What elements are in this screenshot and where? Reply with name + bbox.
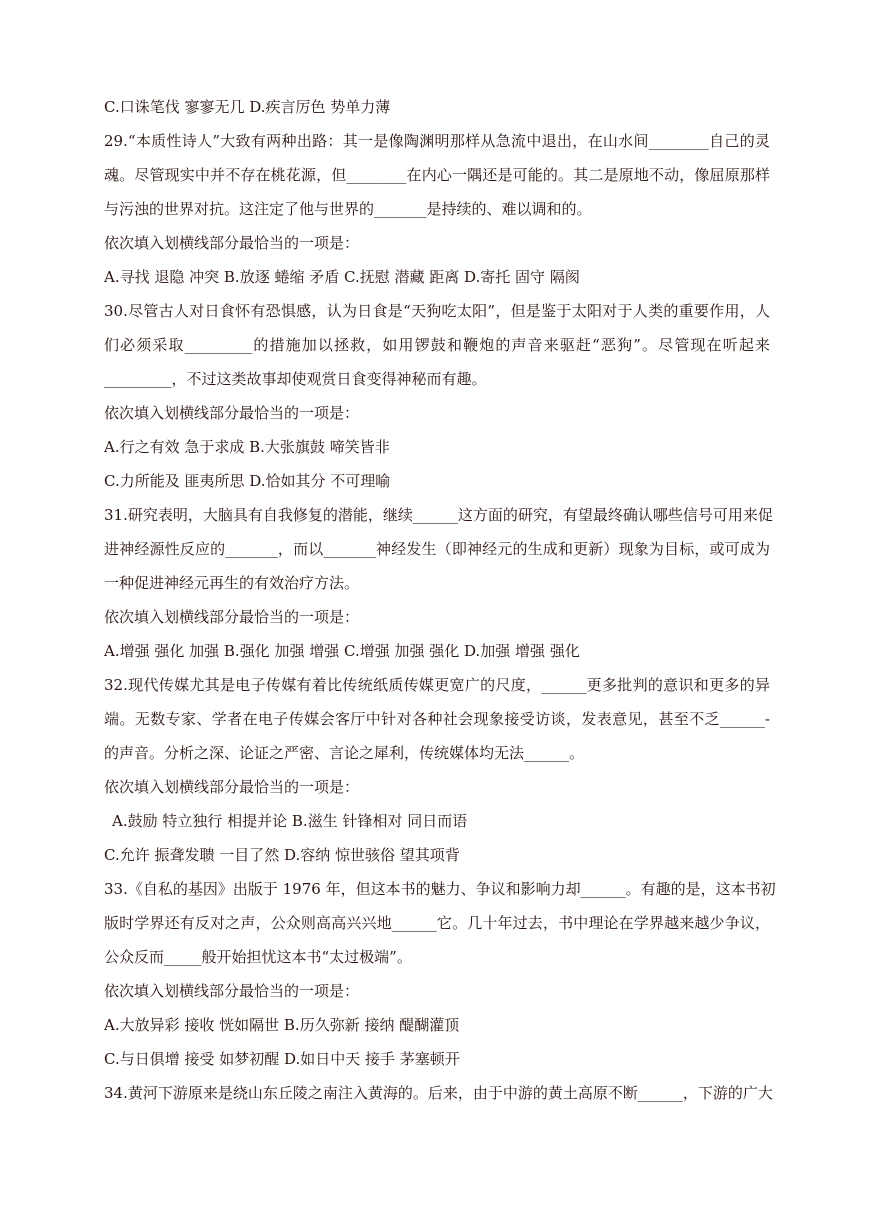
options-33-ab: A.大放异彩 接收 恍如隔世 B.历久弥新 接纳 醍醐灌顶 <box>104 1016 460 1034</box>
question-30-line-1: 30.尽管古人对日食怀有恐惧感，认为日食是“天狗吃太阳”，但是鉴于太阳对于人类的重要作用，人 <box>104 302 770 320</box>
question-33-line-1: 33.《自私的基因》出版于 1976 年，但这本书的魅力、争议和影响力却______。有趣的是，这本书初 <box>104 880 776 898</box>
options-33-cd: C.与日俱增 接受 如梦初醒 D.如日中天 接手 茅塞顿开 <box>104 1050 460 1068</box>
question-30-line-3: _________，不过这类故事却使观赏日食变得神秘而有趣。 <box>104 370 487 388</box>
instruction-32: 依次填入划横线部分最恰当的一项是： <box>104 778 360 796</box>
question-32-line-2: 端。无数专家、学者在电子传媒会客厅中针对各种社会现象接受访谈，发表意见，甚至不乏______- <box>104 710 770 728</box>
question-33-line-3: 公众反而_____般开始担忧这本书“太过极端”。 <box>104 948 412 966</box>
instruction-29: 依次填入划横线部分最恰当的一项是： <box>104 234 360 252</box>
question-29-line-3: 与污浊的世界对抗。这注定了他与世界的_______是持续的、难以调和的。 <box>104 200 592 218</box>
options-29: A.寻找 退隐 冲突 B.放逐 蜷缩 矛盾 C.抚慰 潜藏 距离 D.寄托 固守 隔阂 <box>104 268 580 286</box>
options-31: A.增强 强化 加强 B.强化 加强 增强 C.增强 加强 强化 D.加强 增强 强化 <box>104 642 580 660</box>
question-31-line-1: 31.研究表明，大脑具有自我修复的潜能，继续______这方面的研究，有望最终确认哪些信号可用来促 <box>104 506 773 524</box>
question-29-line-2: 魂。尽管现实中并不存在桃花源，但________在内心一隅还是可能的。其二是原地不动，像屈原那样 <box>104 166 770 184</box>
options-30-cd: C.力所能及 匪夷所思 D.恰如其分 不可理喻 <box>104 472 391 490</box>
question-32-line-1: 32.现代传媒尤其是电子传媒有着比传统纸质传媒更宽广的尺度，______更多批判的意识和更多的异 <box>104 676 770 694</box>
question-34-line-1: 34.黄河下游原来是绕山东丘陵之南注入黄海的。后来，由于中游的黄土高原不断______，下游的广大 <box>104 1084 773 1102</box>
question-31-line-3: 一种促进神经元再生的有效治疗方法。 <box>104 574 360 592</box>
instruction-33: 依次填入划横线部分最恰当的一项是： <box>104 982 360 1000</box>
option-line-28-cd: C.口诛笔伐 寥寥无几 D.疾言厉色 势单力薄 <box>104 98 391 116</box>
options-30-ab: A.行之有效 急于求成 B.大张旗鼓 啼笑皆非 <box>104 438 390 456</box>
question-33-line-2: 版时学界还有反对之声，公众则高高兴兴地______它。几十年过去，书中理论在学界越来越少争议， <box>104 914 770 932</box>
question-29-line-1: 29.“本质性诗人”大致有两种出路：其一是像陶渊明那样从急流中退出，在山水间________自己的灵 <box>104 132 770 150</box>
question-32-line-3: 的声音。分析之深、论证之严密、言论之犀利，传统媒体均无法______。 <box>104 744 585 762</box>
instruction-31: 依次填入划横线部分最恰当的一项是： <box>104 608 360 626</box>
instruction-30: 依次填入划横线部分最恰当的一项是： <box>104 404 360 422</box>
question-31-line-2: 进神经源性反应的_______，而以_______神经发生（即神经元的生成和更新）现象为目标，或可成为 <box>104 540 770 558</box>
options-32-cd: C.允许 振聋发聩 一目了然 D.容纳 惊世骇俗 望其项背 <box>104 846 460 864</box>
options-32-ab: A.鼓励 特立独行 相提并论 B.滋生 针锋相对 同日而语 <box>112 812 468 830</box>
question-30-line-2: 们必须采取_________的措施加以拯救，如用锣鼓和鞭炮的声音来驱赶“恶狗”。尽管现在听起来 <box>104 336 770 354</box>
